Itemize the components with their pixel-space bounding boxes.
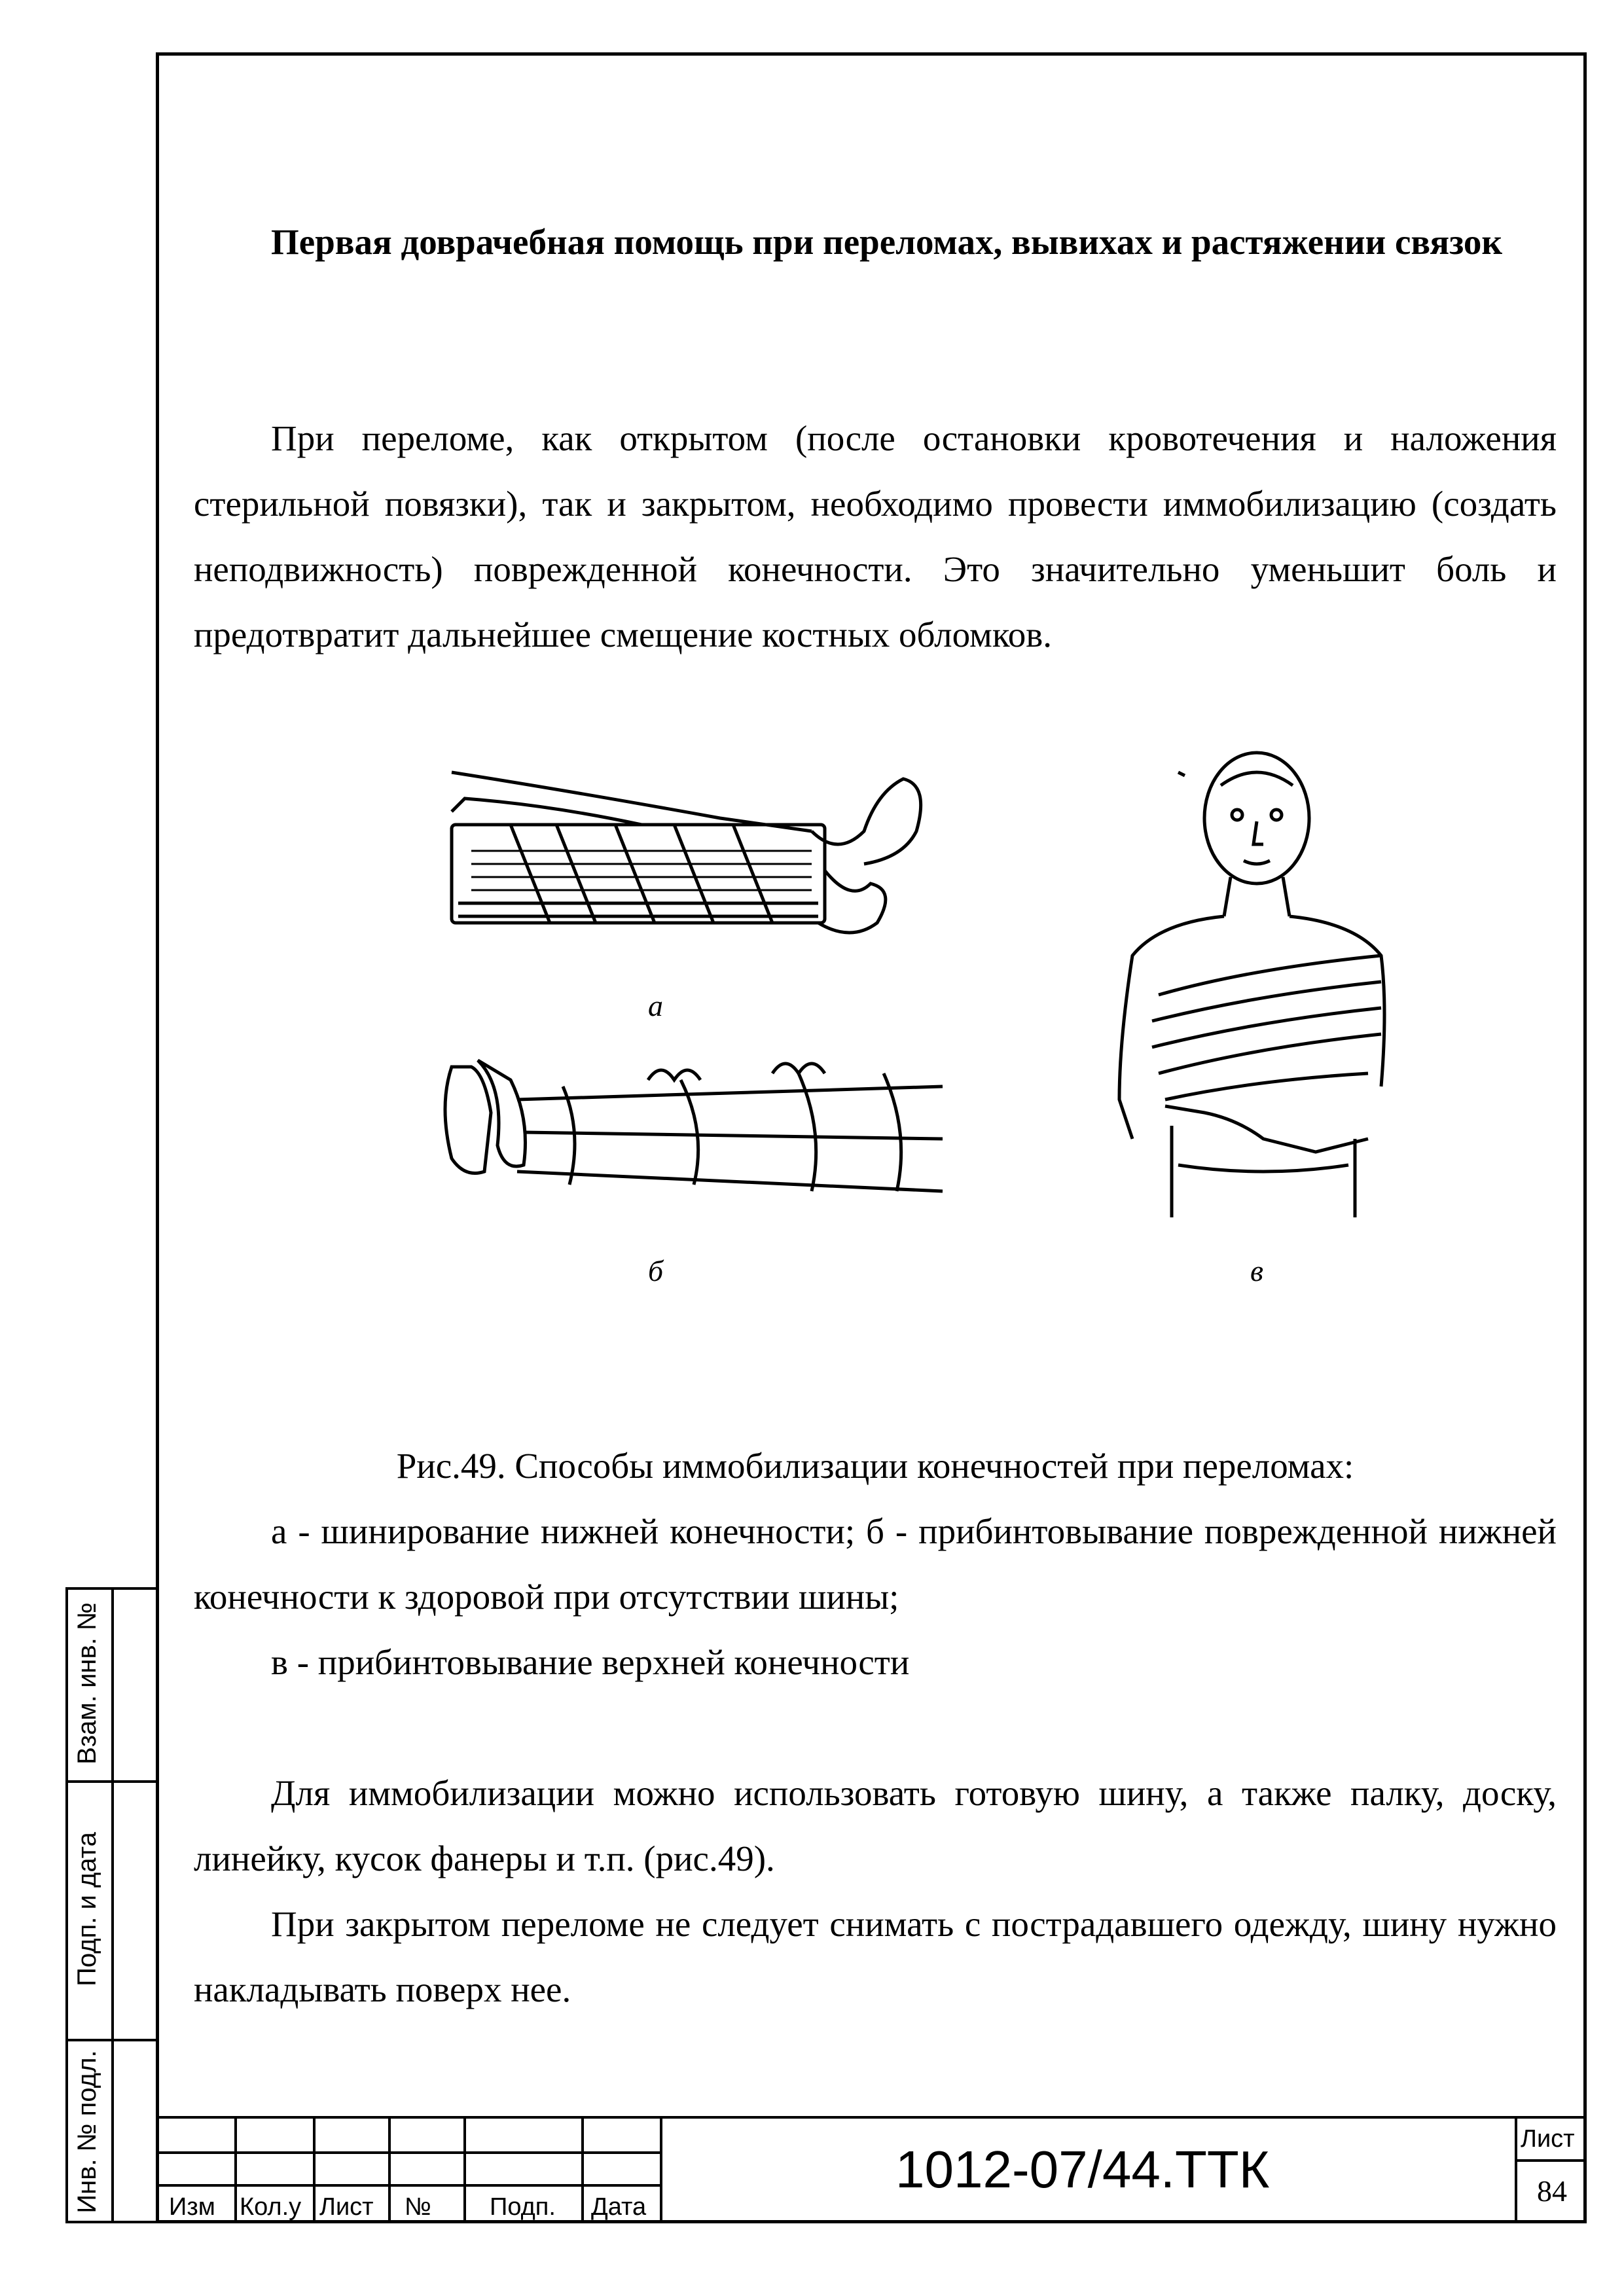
sheet-label: Лист	[1521, 2125, 1575, 2153]
stamp-list-label: Лист	[319, 2193, 374, 2221]
figure-label-b: б	[648, 1254, 664, 1287]
figure-v-arm-bandaged-illustration	[1106, 746, 1407, 1217]
side-stamp-podp-label: Подп. и дата	[73, 1832, 101, 1986]
stamp-kolu-label: Кол.у	[240, 2193, 302, 2221]
stamp-number-label: №	[405, 2193, 431, 2221]
title-block	[156, 2116, 1587, 2223]
section-heading	[194, 209, 1557, 275]
sheet-number: 84	[1537, 2174, 1567, 2208]
paragraph-text: Для иммобилизации можно использовать готовую шину, а также палку, доску, линейку, кусок фанеры и т.п. (рис.49).	[194, 1773, 1557, 1878]
figure-b-legs-bandaged-illustration	[432, 1047, 956, 1217]
caption-title: Рис.49. Способы иммобилизации конечностей при переломах:	[396, 1446, 1354, 1486]
paragraph-text: При закрытом переломе не следует снимать с пострадавшего одежду, шину нужно накладывать поверх нее.	[194, 1904, 1557, 2009]
stamp-izm-label: Изм	[169, 2193, 215, 2221]
side-stamp-vzam-label: Взам. инв. №	[73, 1602, 101, 1765]
paragraph-text: При переломе, как открытом (после остановки кровотечения и наложения стерильной повязки), так и закрытом, необходимо провести иммобилизацию (создать неподвижность) поврежденной конечности. Это значительно уменьшит боль и предотвратит дальнейшее смещение костных обломков.	[194, 418, 1557, 655]
figure-caption	[194, 1433, 1557, 1695]
body-paragraphs	[194, 1761, 1557, 2022]
figure-a-leg-splint-illustration	[445, 753, 943, 969]
intro-paragraph	[194, 406, 1557, 668]
stamp-podp-label: Подп.	[490, 2193, 556, 2221]
figure-label-a: а	[648, 989, 663, 1022]
stamp-date-label: Дата	[591, 2193, 647, 2221]
figure-label-v: в	[1250, 1254, 1263, 1287]
side-stamp-inv-label: Инв. № подл.	[73, 2050, 101, 2214]
caption-line-ab: а - шинирование нижней конечности; б - прибинтовывание поврежденной нижней конечности к здоровой при отсутствии шины;	[194, 1511, 1557, 1617]
caption-line-v: в - прибинтовывание верхней конечности	[271, 1642, 910, 1682]
heading-text: Первая доврачебная помощь при переломах, вывихах и растяжении связок	[271, 222, 1503, 262]
document-code: 1012-07/44.ТТК	[895, 2140, 1270, 2198]
